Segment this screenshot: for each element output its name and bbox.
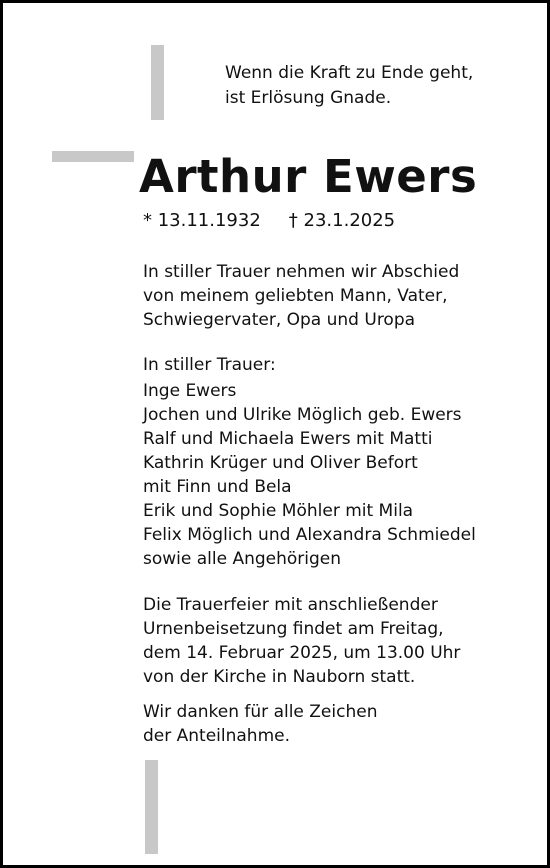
farewell-line: von meinem geliebten Mann, Vater, (143, 286, 448, 306)
mourners-label: In stiller Trauer: (143, 355, 276, 375)
farewell-line: Schwiegervater, Opa und Uropa (143, 310, 416, 330)
thanks-text (143, 700, 377, 748)
birth-date: * 13.11.1932 (143, 210, 261, 231)
cross-bottom-bar (145, 760, 158, 854)
cross-top-bar (151, 45, 164, 120)
thanks-line: Wir danken für alle Zeichen (143, 702, 378, 722)
mourners-list (143, 379, 476, 571)
deceased-name: Arthur Ewers (139, 150, 478, 203)
quote-line: Wenn die Kraft zu Ende geht, (225, 63, 474, 83)
service-line: von der Kirche in Nauborn statt. (143, 667, 416, 687)
mourner-line: Inge Ewers (143, 381, 237, 401)
service-line: Urnenbeisetzung findet am Freitag, (143, 619, 444, 639)
farewell-text (143, 260, 459, 332)
quote (225, 61, 473, 111)
mourner-line: Felix Möglich und Alexandra Schmiedel (143, 525, 476, 545)
mourner-line: Ralf und Michaela Ewers mit Matti (143, 429, 433, 449)
life-dates (143, 208, 395, 234)
mourner-line: sowie alle Angehörigen (143, 549, 342, 569)
quote-line: ist Erlösung Gnade. (225, 88, 392, 108)
mourner-line: mit Finn und Bela (143, 477, 292, 497)
mourner-line: Erik und Sophie Möhler mit Mila (143, 501, 414, 521)
service-line: dem 14. Februar 2025, um 13.00 Uhr (143, 643, 461, 663)
farewell-line: In stiller Trauer nehmen wir Abschied (143, 262, 460, 282)
mourner-line: Kathrin Krüger und Oliver Befort (143, 453, 418, 473)
mourner-line: Jochen und Ulrike Möglich geb. Ewers (143, 405, 462, 425)
death-date: † 23.1.2025 (288, 210, 396, 231)
thanks-line: der Anteilnahme. (143, 726, 291, 746)
service-announcement (143, 593, 460, 689)
cross-arm-bar (52, 151, 134, 162)
service-line: Die Trauerfeier mit anschließender (143, 595, 438, 615)
